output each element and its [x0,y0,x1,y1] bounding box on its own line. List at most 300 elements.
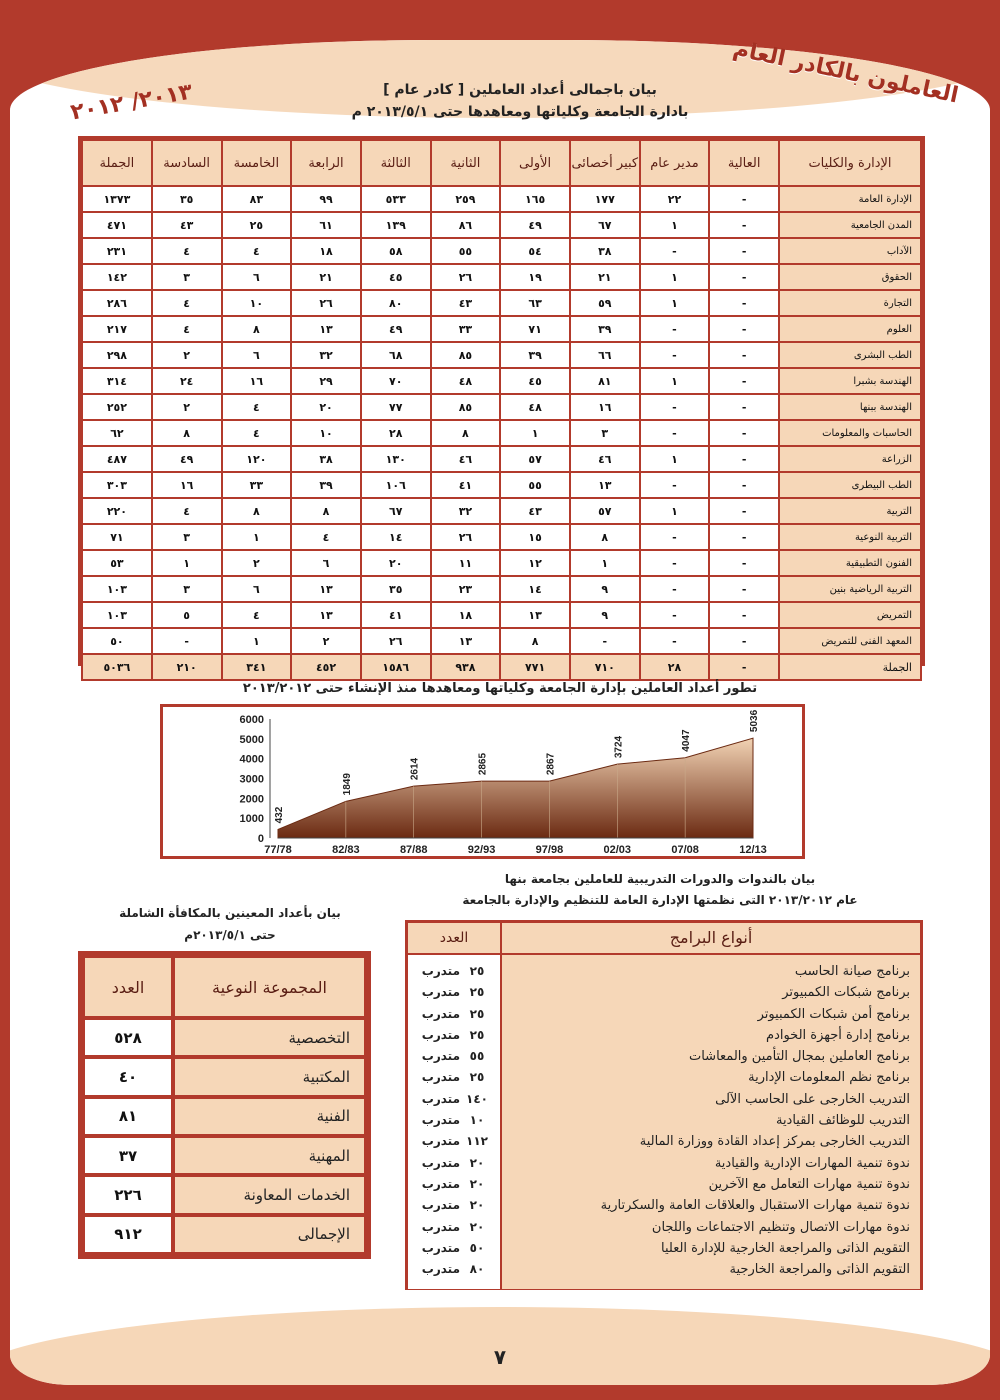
x-tick-label: 07/08 [671,844,699,856]
table-cell: ٤ [291,524,361,550]
table-cell: ٢٠ [291,394,361,420]
trainee-count: ٨٠ [469,1262,485,1277]
column-header: الرابعة [291,140,361,186]
group-column-header: المجموعة النوعية [175,958,364,1016]
program-name: التدريب الخارجى بمركز إعداد القادة ووزارة المالية [639,1134,910,1150]
table-cell: - [709,498,779,524]
table-cell: ٢٢٠ [82,498,152,524]
y-tick-label: 0 [257,833,264,845]
table-cell: ٦٣ [500,290,570,316]
table-cell: ٢٠ [361,550,431,576]
table-cell: ٣٠٣ [82,472,152,498]
group-row [85,1217,364,1252]
table-cell: ١٣٧٣ [82,186,152,212]
table-cell: ١ [640,212,710,238]
table-cell: ١٩ [500,264,570,290]
program-name: برنامج العاملين بمجال التأمين والمعاشات [688,1049,910,1065]
column-header: الثانية [431,140,501,186]
table-cell: - [570,628,640,654]
table-cell: - [709,602,779,628]
table-cell: ٤ [152,290,222,316]
column-header: الجملة [82,140,152,186]
table-cell: - [640,238,710,264]
trainee-count: ٢٠ [469,1176,485,1191]
program-count [408,1004,500,1025]
group-count: ٢٢٦ [85,1177,171,1212]
table-cell: - [709,394,779,420]
group-name: التخصصية [175,1020,364,1055]
trainee-count: ٢٥ [469,964,485,978]
main-table-title: بيان باجمالى أعداد العاملين [ كادر عام ] [383,82,657,98]
program-count [408,961,500,982]
table-cell: ٤١ [431,472,501,498]
table-cell: ١٣ [291,316,361,342]
row-label: الحاسبات والمعلومات [779,420,921,446]
row-label: التربية النوعية [779,524,921,550]
table-cell: ١٢٠ [222,446,292,472]
table-cell: - [640,472,710,498]
table-cell: ٨ [500,628,570,654]
table-cell: - [709,368,779,394]
table-cell: ١٦٥ [500,186,570,212]
table-cell: - [709,342,779,368]
table-cell: ١ [570,550,640,576]
table-cell: - [640,576,710,602]
table-cell: ٤٣ [500,498,570,524]
table-cell: ٤٩ [361,316,431,342]
table-cell: ٢٥٢ [82,394,152,420]
groups-header-row [85,958,364,1016]
program-name: التدريب للوظائف القيادية [775,1113,910,1129]
group-count-header: العدد [85,958,171,1016]
table-cell: ٤ [152,316,222,342]
table-cell: ٢٦ [361,628,431,654]
table-cell: ٥٠ [82,628,152,654]
row-label: الطب البيطرى [779,472,921,498]
table-cell: ٣٩ [500,342,570,368]
table-cell: ٢٩٨ [82,342,152,368]
table-cell: ٢٦ [431,524,501,550]
trainee-count: ٥٥ [469,1049,485,1064]
table-cell: ٦٦ [570,342,640,368]
groups-table-title: بيان بأعداد المعينين بالمكافأة الشاملة [119,906,341,920]
row-label: التربية [779,498,921,524]
x-tick-label: 02/03 [603,844,632,856]
table-cell: ١٣ [291,602,361,628]
table-cell: ٧١ [82,524,152,550]
y-tick-label: 2000 [239,793,264,806]
table-cell: ١٤٢ [82,264,152,290]
table-cell: ٢٥٩ [431,186,501,212]
table-cell: ١٣ [500,602,570,628]
table-cell: ٤ [222,602,292,628]
program-name: برنامج شبكات الكمبيوتر [782,985,910,1001]
data-label: 2614 [409,757,421,781]
table-row [82,446,921,472]
table-cell: ١٦ [222,368,292,394]
table-cell: ٣٥ [361,576,431,602]
main-table-subtitle: بادارة الجامعة وكلياتها ومعاهدها حتى ٢٠١٣/٥/١ م [351,104,689,120]
program-name: التدريب الخارجى على الحاسب الآلى [715,1091,910,1107]
column-header: الثالثة [361,140,431,186]
table-cell: ٣١٤ [82,368,152,394]
data-label: 2867 [545,752,557,776]
table-cell: ٨١ [570,368,640,394]
trainee-unit: متدرب [421,964,460,978]
table-cell: - [640,316,710,342]
staff-totals-table [78,136,925,674]
table-cell: ١٠ [222,290,292,316]
table-cell: ٦ [222,576,292,602]
table-row [82,264,921,290]
table-row [82,342,921,368]
group-row [85,1099,364,1134]
table-cell: ١ [640,264,710,290]
table-cell: ٥٣ [82,550,152,576]
training-table-title: بيان بالندوات والدورات التدريبية للعاملين بجامعة بنها [504,872,816,886]
program-count [408,1259,500,1280]
column-header: الخامسة [222,140,292,186]
table-cell: ٢٦ [431,264,501,290]
table-cell: ٦ [291,550,361,576]
table-cell: ٦٢ [82,420,152,446]
table-cell: ١ [640,368,710,394]
group-name: الخدمات المعاونة [175,1177,364,1212]
table-row [82,186,921,212]
table-cell: ٨٥ [431,394,501,420]
data-label: 2865 [477,752,489,776]
group-name: الفنية [175,1099,364,1134]
count-column-header: العدد [439,930,469,946]
table-cell: ٣٢ [431,498,501,524]
table-cell: ٥٨ [361,238,431,264]
trainee-count: ١١٢ [466,1134,488,1149]
table-cell: ٨ [222,498,292,524]
groups-table [78,951,371,1259]
row-label: الهندسة ببنها [779,394,921,420]
table-cell: ١٤ [500,576,570,602]
trainee-unit: متدرب [421,1176,460,1191]
table-cell: - [640,524,710,550]
table-cell: ١٦ [152,472,222,498]
group-count: ٤٠ [85,1059,171,1094]
total-label: الجملة [779,654,921,680]
table-cell: - [152,628,222,654]
training-table-subtitle: عام ٢٠١٣/٢٠١٢ التى نظمتها الإدارة العامة للتنظيم والإدارة بالجامعة [462,893,858,907]
table-cell: ٥٧ [570,498,640,524]
table-cell: ٥٥ [431,238,501,264]
table-cell: ٢٣ [431,576,501,602]
table-cell: ١٨ [291,238,361,264]
program-name: التقويم الذاتى والمراجعة الخارجية [729,1262,910,1278]
program-name: ندوة تنمية مهارات التعامل مع الآخرين [708,1176,910,1192]
table-row [82,498,921,524]
table-cell: ٢٦ [291,290,361,316]
table-cell: ٣٢ [291,342,361,368]
table-row [82,368,921,394]
section-title-banner: العاملون بالكادر العام [730,36,961,109]
group-name: المكتبية [175,1059,364,1094]
total-cell: - [709,654,779,680]
table-cell: ٨ [222,316,292,342]
table-cell: - [640,628,710,654]
table-cell: ١٣٩ [361,212,431,238]
group-count: ٥٢٨ [85,1020,171,1055]
trainee-unit: متدرب [421,1049,460,1064]
program-name: برنامج نظم المعلومات الإدارية [748,1070,910,1086]
table-cell: - [709,290,779,316]
table-cell: ٨٥ [431,342,501,368]
table-cell: - [709,550,779,576]
trainee-count: ١٤٠ [466,1091,488,1106]
column-header: كبير أخصائى [570,140,640,186]
table-cell: ١ [222,524,292,550]
table-header-row [82,140,921,186]
x-tick-label: 87/88 [399,844,428,856]
program-count [408,1217,500,1238]
table-cell: ٨٦ [431,212,501,238]
group-row [85,1138,364,1173]
table-cell: ٤٣ [152,212,222,238]
program-count [408,1067,500,1088]
table-cell: ١٣ [570,472,640,498]
table-cell: ٩ [570,602,640,628]
table-cell: ١٨ [431,602,501,628]
program-counts-column [408,955,500,1289]
table-row [82,524,921,550]
group-count: ٣٧ [85,1138,171,1173]
row-label: التجارة [779,290,921,316]
table-cell: ٣٨ [291,446,361,472]
row-label: الهندسة بشبرا [779,368,921,394]
program-name: ندوة تنمية المهارات الإدارية والقيادية [714,1155,910,1171]
table-cell: ٤ [222,394,292,420]
table-cell: - [709,212,779,238]
staff-growth-chart [160,704,805,859]
trainee-unit: متدرب [421,1219,460,1234]
table-cell: ٥٩ [570,290,640,316]
table-cell: ٧٧ [361,394,431,420]
y-tick-label: 4000 [239,753,264,766]
row-label: الإدارة العامة [779,186,921,212]
table-cell: ١٠٣ [82,602,152,628]
table-cell: ١ [640,498,710,524]
table-cell: ٧١ [500,316,570,342]
program-name: ندوة تنمية مهارات الاستقبال والعلاقات العامة والسكرتارية [600,1198,910,1214]
trainee-count: ١٠ [469,1113,485,1128]
table-cell: - [640,550,710,576]
training-programs-table [405,920,923,1290]
group-name: الإجمالى [175,1217,364,1252]
table-cell: ١ [640,290,710,316]
total-cell: ٤٥٢ [291,654,361,680]
program-count [408,1089,500,1110]
program-count [408,1153,500,1174]
table-cell: - [709,472,779,498]
table-cell: ٢٥ [222,212,292,238]
table-cell: ٩٩ [291,186,361,212]
table-cell: ٣ [570,420,640,446]
row-label: التربية الرياضية بنين [779,576,921,602]
table-cell: ٥٧ [500,446,570,472]
trainee-unit: متدرب [421,1155,460,1170]
trainee-unit: متدرب [421,1091,460,1106]
total-cell: ٢١٠ [152,654,222,680]
trainee-count: ٥٠ [469,1240,485,1255]
table-cell: ٢ [152,342,222,368]
table-cell: ١٧٧ [570,186,640,212]
table-cell: ٧٠ [361,368,431,394]
table-cell: ٨٣ [222,186,292,212]
group-row [85,1177,364,1212]
program-name: التقويم الذاتى والمراجعة الخارجية للإدارة العليا [661,1240,910,1256]
program-count [408,1238,500,1259]
table-cell: ٢١٧ [82,316,152,342]
table-cell: - [640,394,710,420]
column-header: مدير عام [640,140,710,186]
table-row [82,212,921,238]
data-label: 3724 [613,735,625,759]
programs-column-header: أنواع البرامج [500,923,920,953]
table-row [82,602,921,628]
table-cell: ٤٦ [431,446,501,472]
table-cell: ٨ [152,420,222,446]
staff-totals-grid [81,139,922,681]
y-tick-label: 6000 [239,714,264,726]
row-label: الطب البشرى [779,342,921,368]
program-name: برنامج أمن شبكات الكمبيوتر [757,1006,910,1022]
groups-grid [81,954,368,1256]
program-name: ندوة مهارات الاتصال وتنظيم الاجتماعات واللجان [651,1219,910,1235]
table-cell: ٢٨٦ [82,290,152,316]
program-count [408,1046,500,1067]
data-label: 1849 [341,773,353,796]
table-cell: ١٠٦ [361,472,431,498]
trainee-count: ٢٥ [469,1027,485,1042]
trainee-count: ٢٠ [469,1219,485,1234]
data-label: 432 [274,806,285,824]
table-cell: ٨ [291,498,361,524]
x-tick-label: 92/93 [467,844,496,856]
table-cell: ٥ [152,602,222,628]
table-cell: ٣٩ [570,316,640,342]
chart-title: تطور أعداد العاملين بإدارة الجامعة وكلياتها ومعاهدها منذ الإنشاء حتى ٢٠١٣/٢٠١٢ [242,681,758,696]
trainee-count: ٢٥ [469,1070,485,1085]
trainee-unit: متدرب [421,1113,460,1128]
table-cell: - [640,420,710,446]
trainee-unit: متدرب [421,1027,460,1042]
table-cell: ١٣ [291,576,361,602]
table-cell: - [709,186,779,212]
y-tick-label: 5000 [239,733,264,746]
table-cell: ١ [500,420,570,446]
groups-table-subtitle: حتى ٢٠١٣/٥/١م [184,928,276,942]
chart-svg [163,707,802,856]
table-cell: - [640,602,710,628]
table-cell: ١٦ [570,394,640,420]
table-cell: ٢١ [570,264,640,290]
program-count [408,982,500,1003]
table-cell: ١ [152,550,222,576]
table-cell: ٥٤ [500,238,570,264]
table-cell: ٣٥ [152,186,222,212]
table-cell: ٨ [570,524,640,550]
table-cell: ٨ [431,420,501,446]
program-name: برنامج صيانة الحاسب [794,964,910,979]
table-cell: ٦٨ [361,342,431,368]
trainee-unit: متدرب [421,1240,460,1255]
table-cell: ١٠٣ [82,576,152,602]
column-header: الأولى [500,140,570,186]
trainee-unit: متدرب [421,985,460,1000]
table-cell: ٤٨ [431,368,501,394]
group-name: المهنية [175,1138,364,1173]
group-count: ٩١٢ [85,1217,171,1252]
row-label: التمريض [779,602,921,628]
row-label: العلوم [779,316,921,342]
column-header: العالية [709,140,779,186]
table-row [82,472,921,498]
row-label: المدن الجامعية [779,212,921,238]
trainee-unit: متدرب [421,1198,460,1213]
table-cell: ٤ [222,238,292,264]
table-cell: ٢٨ [361,420,431,446]
table-cell: - [709,316,779,342]
table-cell: ١٣ [431,628,501,654]
trainee-count: ٢٠ [469,1198,485,1213]
table-cell: - [709,264,779,290]
trainee-count: ٢٥ [469,985,485,1000]
table-cell: - [709,238,779,264]
column-header: السادسة [152,140,222,186]
total-cell: ٧٧١ [500,654,570,680]
x-tick-label: 97/98 [535,844,564,856]
table-cell: ٤٩ [152,446,222,472]
table-cell: - [640,342,710,368]
table-cell: ٣ [152,524,222,550]
table-cell: ٤٩ [500,212,570,238]
table-cell: ٤ [222,420,292,446]
table-cell: ٢ [222,550,292,576]
program-count [408,1025,500,1046]
table-cell: ١٣٠ [361,446,431,472]
table-cell: ٦٧ [361,498,431,524]
total-cell: ٢٨ [640,654,710,680]
table-cell: ٦ [222,342,292,368]
table-cell: ١٢ [500,550,570,576]
group-row [85,1059,364,1094]
page-number: ٧ [493,1345,507,1369]
x-tick-label: 77/78 [264,844,292,856]
column-header: الإدارة والكليات [779,140,921,186]
y-tick-label: 1000 [239,813,264,826]
table-cell: ٤٦ [570,446,640,472]
row-label: الحقوق [779,264,921,290]
program-name: برنامج إدارة أجهزة الخوادم [766,1027,910,1043]
total-cell: ١٥٨٦ [361,654,431,680]
x-tick-label: 12/13 [739,844,767,856]
trainee-count: ٢٥ [469,1006,485,1021]
table-cell: ٣٩ [291,472,361,498]
y-tick-label: 3000 [239,773,264,786]
x-tick-label: 82/83 [332,844,360,856]
table-cell: - [709,420,779,446]
row-label: الفنون التطبيقية [779,550,921,576]
table-cell: ٣ [152,264,222,290]
program-names-column [500,955,920,1289]
table-cell: ٤٣ [431,290,501,316]
table-cell: ٤٨٧ [82,446,152,472]
